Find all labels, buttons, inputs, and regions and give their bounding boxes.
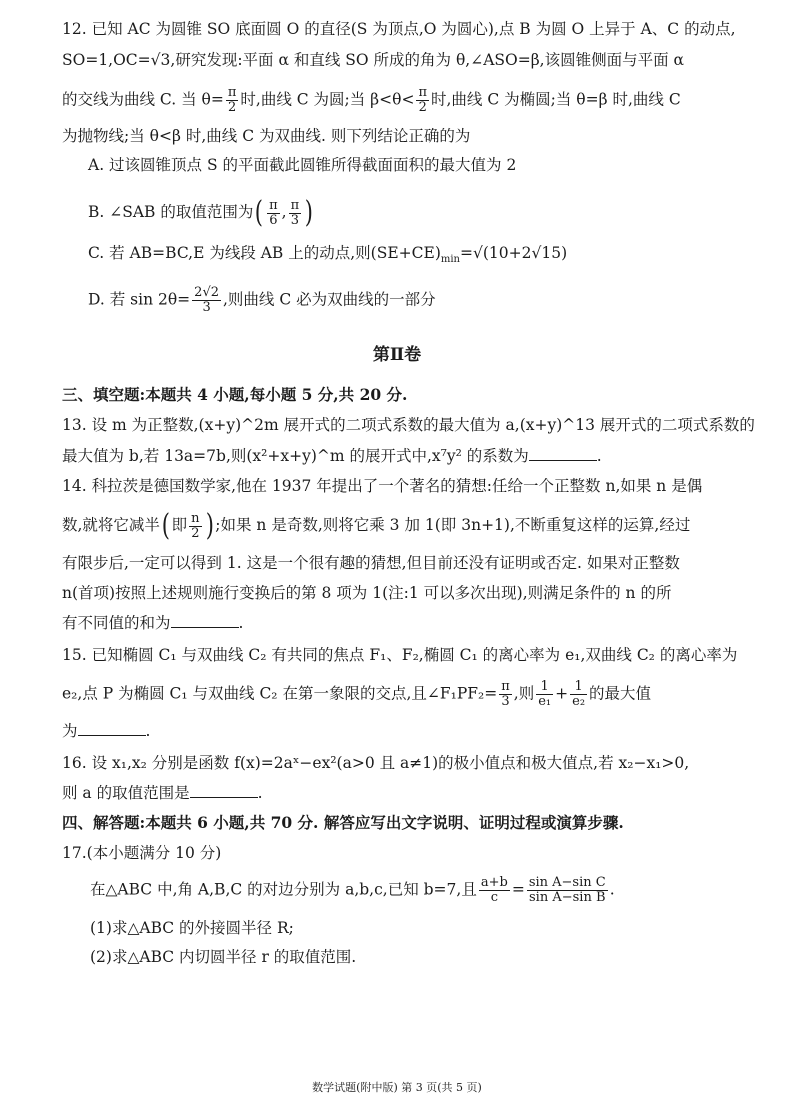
q16-line-2-text: 则 a 的取值范围是 [62, 784, 190, 802]
fraction-pi-over-2: $\frac{\pi}{2}$ [418, 85, 427, 115]
q12-line-3-text-a: 的交线为曲线 C. 当 θ= [62, 90, 224, 109]
q14-line-1: 14. 科拉茨是德国数学家,他在 1937 年提出了一个著名的猜想:任给一个正整数 n,如果 n 是偶 [62, 477, 703, 495]
q14-line-2-text-b: 即 [171, 516, 188, 534]
q17-statement-text: 在△ABC 中,角 A,B,C 的对边分别为 a,b,c,已知 b=7,且 [90, 880, 477, 899]
plus-sign: + [555, 684, 569, 703]
q16-line-2 [62, 782, 780, 804]
page-footer: 数学试题(附中版) 第 3 页(共 5 页) [312, 1081, 482, 1094]
q14-line-4: n(首项)按照上述规则施行变换后的第 8 项为 1(注:1 可以多次出现),则满足条件的 n 的所 [62, 584, 672, 602]
left-paren: ( [161, 508, 170, 543]
right-paren: ) [304, 195, 314, 230]
fraction-1-over-e2: $\frac{1}{\text{e₂}}$ [572, 679, 586, 709]
left-paren: ( [255, 195, 264, 230]
q17-statement [90, 876, 780, 905]
q12-option-d-text: D. 若 sin 2θ= [88, 290, 191, 309]
answer-blank[interactable] [171, 613, 239, 628]
q14-line-2-text-c: ;如果 n 是奇数,则将它乘 3 加 1(即 3n+1),不断重复这样的运算,经过 [215, 516, 691, 534]
equals-sign: = [511, 880, 525, 899]
q12-option-c [88, 242, 780, 264]
answer-blank[interactable] [529, 446, 597, 461]
q15-line-3-text: 为 [62, 722, 78, 740]
q12-line-4: 为抛物线;当 θ<β 时,曲线 C 为双曲线. 则下列结论正确的为 [62, 127, 471, 145]
q15-line-2-text-b: ,则 [513, 684, 535, 703]
q12-line-3-text-b: 时,曲线 C 为圆;当 β<θ< [240, 90, 415, 109]
period: . [596, 447, 602, 465]
period: . [145, 722, 151, 740]
fraction-pi-over-3: $\frac{\pi}{3}$ [290, 197, 300, 228]
q12-option-c-text: C. 若 AB=BC,E 为线段 AB 上的动点,则(SE+CE) [88, 244, 441, 262]
q12-option-a: A. 过该圆锥顶点 S 的平面截此圆锥所得截面面积的最大值为 2 [88, 156, 517, 174]
part-2-title: 第Ⅱ卷 [372, 345, 422, 365]
section-3-heading: 三、填空题:本题共 4 小题,每小题 5 分,共 20 分. [62, 385, 408, 404]
answer-blank[interactable] [190, 783, 258, 798]
fraction-a-plus-b-over-c: $\frac{a+b}{c}$ [480, 875, 508, 905]
q13-line-2-text: 最大值为 b,若 13a=7b,则(x²+x+y)^m 的展开式中,x⁷y² 的系数为 [62, 447, 529, 465]
period: . [257, 784, 263, 802]
q12-option-d-tail: ,则曲线 C 必为双曲线的一部分 [223, 290, 436, 309]
fraction-pi-over-2: $\frac{\pi}{2}$ [227, 85, 237, 115]
answer-blank[interactable] [78, 721, 146, 736]
subscript-min: min [440, 254, 460, 266]
q15-line-2-text-a: e₂,点 P 为椭圆 C₁ 与双曲线 C₂ 在第一象限的交点,且∠F₁PF₂= [62, 684, 498, 703]
fraction-1-over-e1: $\frac{1}{\text{e₁}}$ [538, 679, 552, 709]
q15-line-1: 15. 已知椭圆 C₁ 与双曲线 C₂ 有共同的焦点 F₁、F₂,椭圆 C₁ 的离心率为 e₁,双曲线 C₂ 的离心率为 [62, 646, 738, 664]
right-paren: ) [205, 508, 214, 543]
q17-part-1: (1)求△ABC 的外接圆半径 R; [90, 919, 294, 937]
period: . [238, 614, 244, 632]
q15-line-2 [62, 680, 780, 709]
q14-line-5-text: 有不同值的和为 [62, 614, 171, 632]
q17-heading: 17.(本小题满分 10 分) [62, 844, 222, 862]
q14-line-3: 有限步后,一定可以得到 1. 这是一个很有趣的猜想,但目前还没有证明或否定. 如果对正整数 [62, 554, 680, 572]
q12-line-2: SO=1,OC=√3,研究发现:平面 α 和直线 SO 所成的角为 θ,∠ASO=β,该圆锥侧面与平面 α [62, 51, 685, 69]
q12-option-c-equation: =√(10+2√15) [460, 244, 568, 262]
q12-line-1: 12. 已知 AC 为圆锥 SO 底面圆 O 的直径(S 为顶点,O 为圆心),点 B 为圆 O 上异于 A、C 的动点, [62, 20, 736, 38]
fraction-n-over-2: $\frac{n}{2}$ [191, 510, 200, 541]
q13-line-2 [62, 445, 780, 467]
q16-line-1: 16. 设 x₁,x₂ 分别是函数 f(x)=2aˣ−ex²(a>0 且 a≠1)的极小值点和极大值点,若 x₂−x₁>0, [62, 754, 690, 772]
period: . [609, 880, 615, 899]
q15-line-3 [62, 720, 780, 742]
q13-line-1: 13. 设 m 为正整数,(x+y)^2m 展开式的二项式系数的最大值为 a,(x+y)^13 展开式的二项式系数的 [62, 416, 755, 434]
q17-part-2: (2)求△ABC 内切圆半径 r 的取值范围. [90, 948, 357, 966]
q12-option-d [88, 286, 780, 315]
q15-line-2-text-c: 的最大值 [589, 684, 652, 703]
q12-option-b-text: B. ∠SAB 的取值范围为 [88, 203, 254, 221]
q12-line-3-text-c: 时,曲线 C 为椭圆;当 θ=β 时,曲线 C [431, 90, 681, 109]
fraction-pi-over-6: $\frac{\pi}{6}$ [269, 197, 278, 228]
section-4-heading: 四、解答题:本题共 6 小题,共 70 分. 解答应写出文字说明、证明过程或演算步骤. [62, 813, 624, 832]
q14-line-5 [62, 612, 780, 634]
q12-line-3 [62, 86, 780, 115]
fraction-2sqrt2-over-3: $\frac{2√2}{3}$ [194, 285, 219, 315]
q14-line-2-text-a: 数,就将它减半 [62, 516, 160, 534]
q14-line-2 [62, 508, 780, 543]
fraction-pi-over-3: $\frac{\pi}{3}$ [501, 679, 510, 709]
q12-option-b: B. ∠SAB 的取值范围为( $\frac{\pi}{6}$ , $\frac{\pi}{3}$ ) [88, 195, 314, 230]
fraction-sin-ratio: $\frac{\text{sin A−sin C}}{\text{sin A−sin B}}$ [528, 875, 606, 905]
